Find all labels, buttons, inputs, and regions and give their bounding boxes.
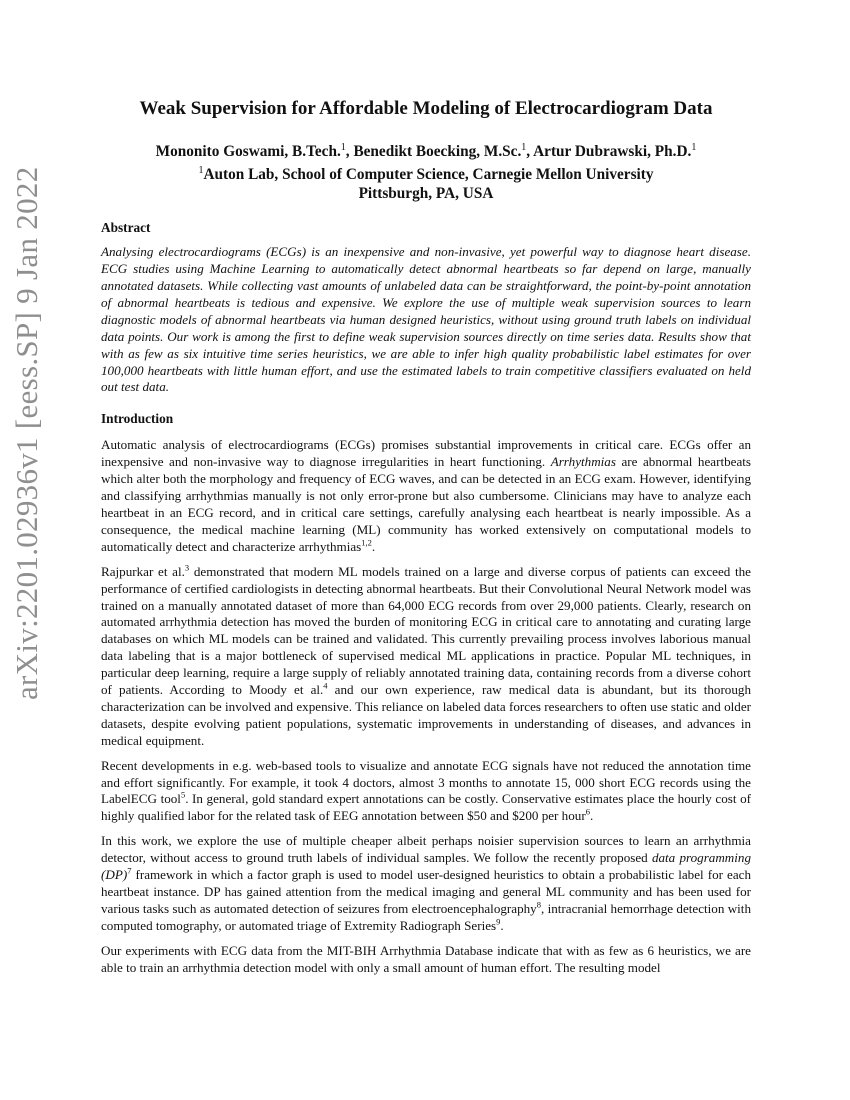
citation-ref: 4 [323,680,328,691]
author-name: Artur Dubrawski, Ph.D. [533,143,692,161]
intro-paragraph-4 [101,833,751,934]
text-run: In this work, we explore the use of multiple cheaper albeit perhaps noisier supervision sources to learn an arrhythmia detector, without access to ground truth labels of individual samples. We follow the recently proposed [101,833,751,866]
intro-paragraph-5 [101,943,751,977]
affiliation-text: Auton Lab, School of Computer Science, Carnegie Mellon University [203,166,654,184]
citation-ref: 6 [585,807,590,818]
text-run: and our own experience, raw medical data is abundant, but its thorough characterization can be involved and expensive. This reliance on labeled data forces researchers to often use static and older datasets, despite evolving patient populations, systematic improvements in understanding of diseases, and advances in medical equipment. [101,682,751,748]
intro-paragraph-3 [101,758,751,826]
text-run: . [589,808,594,824]
author-name: Benedikt Boecking, M.Sc. [353,143,522,161]
author-list [101,138,751,161]
citation-ref: 1,2 [361,537,372,548]
text-run: framework in which a factor graph is used to model user-designed heuristics to obtain a probabilistic label for each heartbeat instance. DP has gained attention from the medical imaging and general ML community and has been used for various tasks such as automated detection of seizures from electroencephalography [101,867,751,916]
citation-ref: 5 [180,790,186,801]
text-run: Rajpurkar et al. [101,563,185,579]
author-affiliation-mark: 1 [521,142,527,153]
author-affiliation-mark: 1 [691,142,697,153]
intro-paragraph-2 [101,564,751,750]
paper-page [101,98,751,985]
text-run: Our experiments with ECG data from the MIT-BIH Arrhythmia Database indicate that with as few as 6 heuristics, we are able to train an arrhythmia detection model with only a small amount of human effort. The resulting model [101,942,751,975]
text-run: . [500,917,504,933]
citation-ref: 3 [184,562,190,573]
text-run: . [371,538,376,554]
text-run: Recent developments in e.g. web-based tools to visualize and annotate ECG signals have not reduced the annotation time and effort significantly. For example, it took 4 doctors, almost 3 months to annotate 15, 000 short ECG records using the LabelECG tool [101,757,751,807]
citation-ref: 9 [496,916,501,927]
text-run: demonstrated that modern ML models trained on a large and diverse corpus of patients can exceed the performance of certified cardiologists in detecting abnormal heartbeats. But their Convolutional Neural Network model was trained on a manually annotated dataset of more than 64,000 ECG records from over 29,000 patients. Clearly, research on automated arrhythmia detection has moved the burden of monitoring ECG in critical care to annotating and curating large databases on which ML models can be trained and validated. This currently prevailing process involves laborious manual data labeling that is a major bottleneck of supervised medical ML applications in practice. Popular ML techniques, in particular deep learning, require a large supply of reliably annotated training data, containing records from a diverse cohort of patients. According to Moody et al. [101,563,751,698]
abstract-text: Analysing electrocardiograms (ECGs) is an inexpensive and non-invasive, yet powerful way to diagnose heart disease. ECG studies using Machine Learning to automatically detect abnormal heartbeats so far depend on large, manually annotated datasets. While collecting vast amounts of unlabeled data can be straightforward, the point-by-point annotation of abnormal heartbeats is tedious and expensive. We explore the use of multiple weak supervision sources to learn diagnostic models of abnormal heartbeats via human designed heuristics, without using ground truth labels on individual data points. Our work is among the first to define weak supervision sources directly on time series data. Results show that with as few as six intuitive time series heuristics, we are able to infer high quality probabilistic label estimates for over 100,000 heartbeats with little human effort, and use the estimated labels to train competitive classifiers evaluated on held out test data. [101,244,751,395]
citation-ref: 7 [127,865,132,876]
intro-paragraph-1 [101,437,751,555]
author-name: Mononito Goswami, B.Tech. [155,143,341,161]
abstract-heading: Abstract [101,220,151,236]
emphasized-term: data programming (DP) [101,850,751,883]
paper-title: Weak Supervision for Affordable Modeling of Electrocardiogram Data [139,98,713,119]
text-run: Automatic analysis of electrocardiograms (ECGs) promises substantial improvements in critical care. ECGs offer an inexpensive and non-invasive way to diagnose irregularities in heart functioning. [101,437,751,470]
text-run: , intracranial hemorrhage detection with computed tomography, or automated triage of Extremity Radiograph Series [101,900,751,933]
citation-ref: 8 [536,899,541,910]
text-run: . In general, gold standard expert annotations can be costly. Conservative estimates place the hourly cost of highly qualified labor for the related task of EEG annotation between $50 and $200 per hour [101,791,752,824]
author-affiliation-mark: 1 [340,142,346,153]
affiliation-mark: 1 [198,165,204,177]
introduction-heading: Introduction [101,411,174,427]
author-separator: , [526,143,534,161]
affiliation-location: Pittsburgh, PA, USA [358,185,494,203]
text-run: are abnormal heartbeats which alter both the morphology and frequency of ECG waves, and can be detected in an ECG exam. However, identifying and classifying arrhythmias manually is not only error-prone but also cumbersome. Clinicians may have to analyze each heartbeat in an ECG record, and in critical care settings, carefully analysing each heartbeat is nearly impossible. As a consequence, the medical machine learning (ML) community has worked extensively on computational models to automatically detect and characterize arrhythmias [101,454,751,554]
affiliation [101,161,751,184]
emphasized-term: Arrhythmias [550,454,616,470]
arxiv-identifier-text: arXiv:2201.02936v1 [eess.SP] 9 Jan 2022 [9,166,44,700]
author-separator: , [345,143,354,161]
